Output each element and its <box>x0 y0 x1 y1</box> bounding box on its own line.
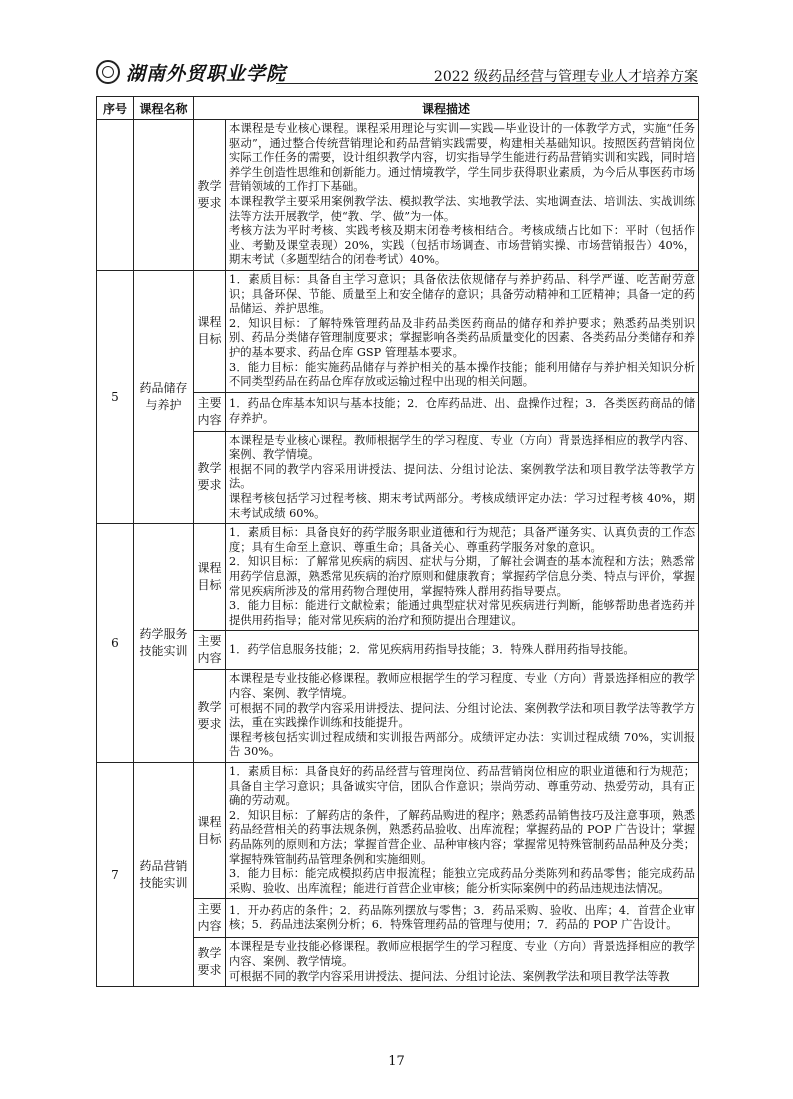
sub-label-content: 主要内容 <box>194 392 226 431</box>
cell-no <box>97 120 134 271</box>
seal-icon <box>96 60 120 84</box>
logo-text: 湖南外贸职业学院 <box>126 62 287 85</box>
page-header <box>96 58 698 86</box>
course-goal-text: 1．素质目标：具备自主学习意识；具备依法依规储存与养护药品、科学严谨、吃苦耐劳意识；具备环保、节能、质量至上和安全储存的意识；具备劳动精神和工匠精神；具备一定的药品储运、养护思维。 2．知识目标：了解特殊管理药品及非药品类医药商品的储存和养护要求；熟悉药品类别识别、药品分类储存管理制度要求；掌握影响各类药品质量变化的因素、各类药品分类储存和养护的基本要求、药品仓库 GSP 管理基本要求。 3．能力目标：能实施药品储存与养护相关的基本操作技能；能利用储存与养护相关知识分析不同类型药品在药品仓库存放或运输过程中出现的相关问题。 <box>226 270 699 392</box>
sub-label-req: 教学要求 <box>194 120 226 271</box>
table-row <box>97 120 699 271</box>
course-req-text: 本课程是专业核心课程。教师根据学生的学习程度、专业（方向）背景选择相应的教学内容、案例、教学情境。 根据不同的教学内容采用讲授法、提问法、分组讨论法、案例教学法和项目教学法等教学方法。 课程考核包括学习过程考核、期末考试两部分。考核成绩评定办法：学习过程考核 40%，期末考试成绩 60%。 <box>226 431 699 524</box>
sub-label-req: 教学要求 <box>194 670 226 763</box>
page-number: 17 <box>388 1054 405 1069</box>
course-name: 药品储存与养护 <box>134 270 194 523</box>
course-content-text: 1．开办药店的条件；2．药品陈列摆放与零售；3．药品采购、验收、出库；4．首营企业审核；5．药品违法案例分析；6．特殊管理药品的管理与使用；7．药品的 POP 广告设计。 <box>226 899 699 938</box>
course-name: 药品营销技能实训 <box>134 762 194 986</box>
table-header-row <box>97 97 699 120</box>
college-logo <box>96 58 326 86</box>
header-desc: 课程描述 <box>194 97 699 120</box>
course-req-text: 本课程是专业核心课程。课程采用理论与实训—实践—毕业设计的一体教学方式，实施“任务驱动”，通过整合传统营销理论和药品营销实践需要，构建相关基础知识。按照医药营销岗位实际工作任务的需要，设计组织教学内容，切实指导学生能进行药品营销实训和实践，同时培养学生创造性思维和创新能力。通过情境教学，学生同步获得职业素质，为今后从事医药市场营销领域的工作打下基础。 本课程教学主要采用案例教学法、模拟教学法、实地教学法、实地调查法、培训法、实战训练法等方法开展教学，使“教、学、做”为一体。 考核方法为平时考核、实践考核及期末闭卷考核相结合。考核成绩占比如下：平时（包括作业、考勤及课堂表现）20%，实践（包括市场调查、市场营销实操、市场营销报告）40%，期末考试（多题型结合的闭卷考试）40%。 <box>226 120 699 271</box>
course-content-text: 1．药学信息服务技能；2．常见疾病用药指导技能；3．特殊人群用药指导技能。 <box>226 631 699 670</box>
course-req-text: 本课程是专业技能必修课程。教师应根据学生的学习程度、专业（方向）背景选择相应的教学内容、案例、教学情境。 可根据不同的教学内容采用讲授法、提问法、分组讨论法、案例教学法和项目教学法等教学方法，重在实践操作训练和技能提升。 课程考核包括实训过程成绩和实训报告两部分。成绩评定办法：实训过程成绩 70%，实训报告 30%。 <box>226 670 699 763</box>
sub-label-content: 主要内容 <box>194 899 226 938</box>
table-row <box>97 270 699 392</box>
course-goal-text: 1．素质目标：具备良好的药学服务职业道德和行为规范；具备严谨务实、认真负责的工作态度；具有生命至上意识、尊重生命；具备关心、尊重药学服务对象的意识。 2．知识目标：了解常见疾病的病因、症状与分期，了解社会调查的基本流程和方法；熟悉常用药学信息源，熟悉常见疾病的治疗原则和健康教育；掌握药学信息分类、特点与评价，掌握常见疾病所涉及的常用药物合理使用，掌握特殊人群用药指导要点。 3．能力目标：能进行文献检索；能通过典型症状对常见疾病进行判断，能够帮助患者选药并提供用药指导；能对常见疾病的治疗和预防提出合理建议。 <box>226 524 699 631</box>
table-row <box>97 762 699 898</box>
sub-label-req: 教学要求 <box>194 431 226 524</box>
header-rule <box>276 83 698 84</box>
course-req-text: 本课程是专业技能必修课程。教师应根据学生的学习程度、专业（方向）背景选择相应的教学内容、案例、教学情境。 可根据不同的教学内容采用讲授法、提问法、分组讨论法、案例教学法和项目教学法等教 <box>226 938 699 987</box>
sub-label-content: 主要内容 <box>194 631 226 670</box>
document-title: 2022 级药品经营与管理专业人才培养方案 <box>433 69 698 85</box>
sub-label-goal: 课程目标 <box>194 270 226 392</box>
course-table <box>96 96 699 987</box>
course-goal-text: 1．素质目标：具备良好的药品经营与管理岗位、药品营销岗位相应的职业道德和行为规范；具备自主学习意识；具备诚实守信，团队合作意识；崇尚劳动、尊重劳动、热爱劳动，具有正确的劳动观。 2．知识目标：了解药店的条件，了解药品购进的程序；熟悉药品销售技巧及注意事项，熟悉药品经营相关的药事法规条例，熟悉药品验收、出库流程；掌握药品的 POP 广告设计；掌握药品陈列的原则和方法；掌握首营企业、品种审核内容；掌握常见特殊管制药品品种及分类；掌握特殊管制药品管理条例和实施细则。 3．能力目标：能完成模拟药店申报流程；能独立完成药品分类陈列和药品零售；能完成药品采购、验收、出库流程；能进行首营企业审核；能分析实际案例中的药品违规违法情况。 <box>226 762 699 898</box>
table-row <box>97 524 699 631</box>
header-no: 序号 <box>97 97 134 120</box>
course-no: 5 <box>97 270 134 523</box>
cell-name <box>134 120 194 271</box>
sub-label-req: 教学要求 <box>194 938 226 987</box>
course-name: 药学服务技能实训 <box>134 524 194 763</box>
course-content-text: 1．药品仓库基本知识与基本技能；2．仓库药品进、出、盘操作过程；3．各类医药商品的储存养护。 <box>226 392 699 431</box>
course-no: 7 <box>97 762 134 986</box>
header-name: 课程名称 <box>134 97 194 120</box>
course-no: 6 <box>97 524 134 763</box>
sub-label-goal: 课程目标 <box>194 762 226 898</box>
sub-label-goal: 课程目标 <box>194 524 226 631</box>
